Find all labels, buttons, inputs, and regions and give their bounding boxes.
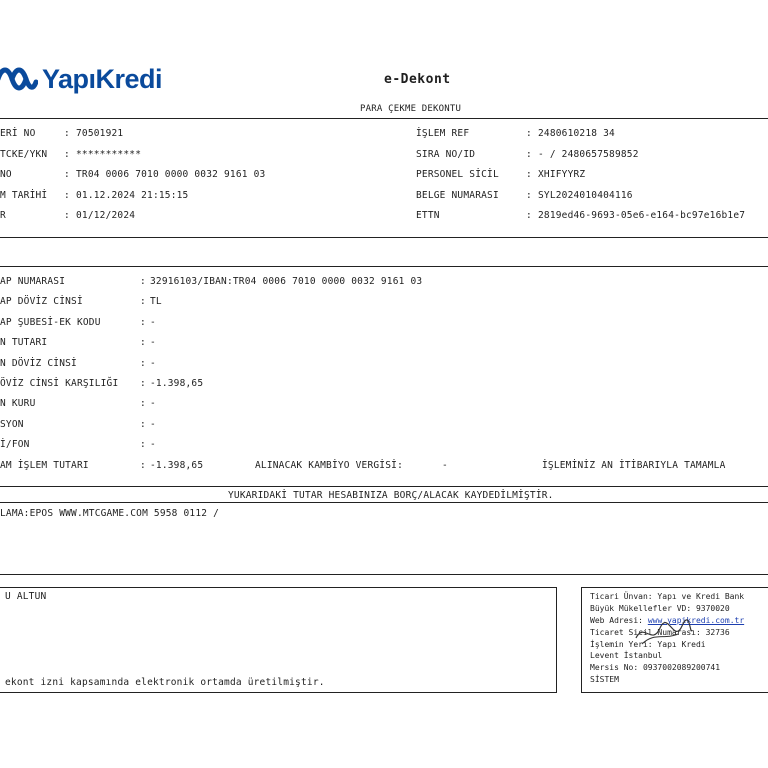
company-line8: SİSTEM [590, 675, 619, 684]
detail-label: AP NUMARASI [0, 276, 66, 287]
info-right-separator: : [526, 128, 532, 139]
info-left-separator: : [64, 128, 70, 139]
detail-separator: : [140, 398, 146, 410]
info-left-label: M TARİHİ [0, 189, 48, 201]
info-right-value: SYL2024010404116 [538, 189, 633, 201]
rule-details-top [0, 266, 768, 267]
info-right-value: - / 2480657589852 [538, 148, 639, 160]
bank-logo [0, 62, 162, 96]
yapikredi-logo-icon [0, 64, 38, 94]
info-left-label: ERİ NO [0, 128, 36, 139]
detail-separator: : [140, 276, 146, 287]
info-left-value: *********** [76, 148, 142, 160]
info-right-separator: : [526, 210, 532, 221]
company-line4: Ticaret Sicil Numarası: 32736 [590, 628, 730, 637]
company-line5: İşlemin Yeri: Yapı Kredi [590, 640, 706, 649]
detail-separator: : [140, 459, 146, 471]
tax-label: ALINACAK KAMBİYO VERGİSİ: [255, 460, 403, 471]
info-left-separator: : [64, 169, 70, 180]
info-right-separator: : [526, 189, 532, 201]
status-text: İŞLEMİNİZ AN İTİBARIYLA TAMAMLA [542, 460, 726, 471]
rule-notice [0, 502, 768, 503]
info-left-value: 01.12.2024 21:15:15 [76, 189, 189, 201]
company-line6: Levent İstanbul [590, 651, 663, 660]
rule-info-bottom [0, 237, 768, 238]
info-left-value: 01/12/2024 [76, 210, 136, 221]
detail-separator: : [140, 357, 146, 369]
info-right-separator: : [526, 148, 532, 160]
detail-value: - [150, 439, 156, 451]
info-right-label: BELGE NUMARASI [416, 189, 499, 201]
company-web-link[interactable]: www.yapikredi.com.tr [647, 616, 745, 625]
detail-separator: : [140, 439, 146, 451]
detail-value: - [150, 357, 156, 369]
info-right-separator: : [526, 169, 532, 180]
detail-value: -1.398,65 [150, 459, 204, 471]
info-left-value: TR04 0006 7010 0000 0032 9161 03 [76, 169, 266, 180]
detail-separator: : [140, 316, 146, 328]
company-line2: Büyük Mükellefler VD: 9370020 [590, 604, 730, 613]
detail-separator: : [140, 418, 146, 430]
signature-stamp [634, 618, 694, 648]
detail-value: TL [150, 296, 162, 308]
customer-name: U ALTUN [5, 591, 47, 602]
info-right-label: İŞLEM REF [416, 128, 470, 139]
tax-value: - [442, 460, 448, 471]
info-left-separator: : [64, 189, 70, 201]
info-right-value: 2819ed46-9693-05e6-e164-bc97e16b1e7 [538, 210, 746, 221]
info-right-value: XHIFYYRZ [538, 169, 586, 180]
footer-note: ekont izni kapsamında elektronik ortamda üretilmiştir. [5, 677, 325, 688]
detail-value: - [150, 418, 156, 430]
rule-top [0, 118, 768, 119]
info-right-label: SIRA NO/ID [416, 148, 476, 160]
info-left-label: R [0, 210, 6, 221]
company-line7: Mersis No: 0937002089200741 [590, 663, 721, 672]
info-left-value: 70501921 [76, 128, 124, 139]
document-title: e-Dekont [384, 72, 451, 87]
detail-label: N KURU [0, 398, 36, 410]
info-left-label: TCKE/YKN [0, 148, 48, 160]
company-line1: Ticari Ünvan: Yapı ve Kredi Bank [590, 592, 745, 601]
detail-value: -1.398,65 [150, 378, 204, 389]
notice-text: YUKARIDAKİ TUTAR HESABINIZA BORÇ/ALACAK KAYDEDİLMİŞTİR. [228, 490, 554, 501]
detail-value: - [150, 337, 156, 349]
detail-label: N TUTARI [0, 337, 48, 349]
detail-label: ÖVİZ CİNSİ KARŞILIĞI [0, 378, 119, 389]
document-subtitle: PARA ÇEKME DEKONTU [360, 104, 462, 114]
info-right-label: PERSONEL SİCİL [416, 169, 499, 180]
detail-separator: : [140, 296, 146, 308]
info-left-separator: : [64, 148, 70, 160]
detail-label: N DÖVİZ CİNSİ [0, 357, 77, 369]
detail-separator: : [140, 337, 146, 349]
detail-label: AM İŞLEM TUTARI [0, 459, 89, 471]
detail-label: AP ŞUBESİ-EK KODU [0, 316, 101, 328]
explanation-text: LAMA:EPOS WWW.MTCGAME.COM 5958 0112 / [0, 508, 220, 519]
detail-label: İ/FON [0, 439, 30, 451]
detail-label: AP DÖVİZ CİNSİ [0, 296, 83, 308]
detail-separator: : [140, 378, 146, 389]
company-web-label: Web Adresi: [590, 616, 643, 625]
info-left-label: NO [0, 169, 12, 180]
customer-box [0, 587, 557, 693]
detail-value: - [150, 316, 156, 328]
bank-name: YapıKredi [42, 63, 163, 94]
info-left-separator: : [64, 210, 70, 221]
info-right-label: ETTN [416, 210, 440, 221]
detail-value: 32916103/IBAN:TR04 0006 7010 0000 0032 9161 03 [150, 276, 423, 287]
rule-details-bottom [0, 486, 768, 487]
info-right-value: 2480610218 34 [538, 128, 615, 139]
rule-footer-top [0, 574, 768, 575]
detail-value: - [150, 398, 156, 410]
detail-label: SYON [0, 418, 24, 430]
